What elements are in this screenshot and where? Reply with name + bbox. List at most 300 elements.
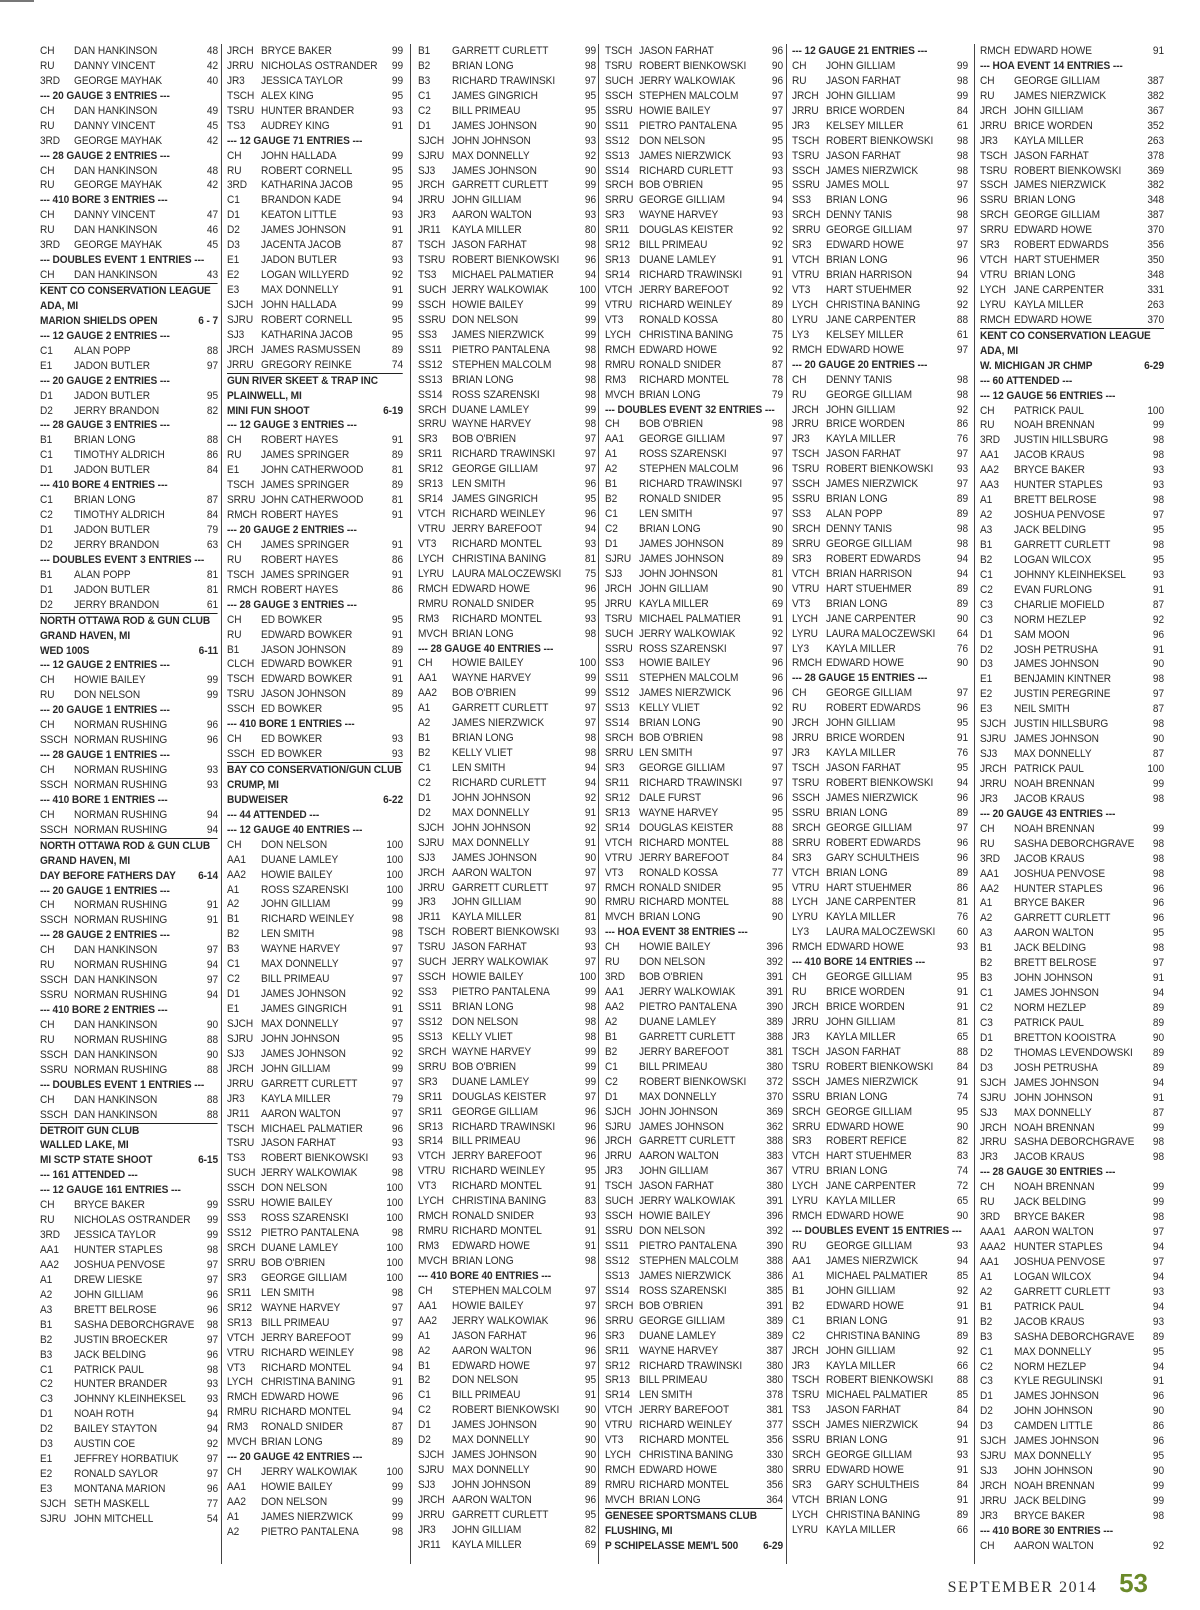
shooter-name: HUNTER BRANDER [74,1378,168,1391]
shooter-name: LAURA MALOCZEWSKI [826,627,936,640]
shooter-name: ED BOWKER [261,733,323,746]
score: 372 [766,1075,784,1088]
shooter-name: JASON FARHAT [1014,149,1089,162]
result-row [792,1000,968,1015]
class-code: C2 [418,1404,431,1417]
shooter-name: GEORGE MAYHAK [74,179,163,192]
shooter-name: KAYLA MILLER [826,1195,896,1208]
class-code: B1 [418,732,431,745]
score: 100 [386,1466,403,1479]
score: 100 [386,853,403,866]
result-row [227,1062,403,1077]
score: 93 [1152,1285,1164,1298]
score: 91 [1152,972,1164,985]
result-row [792,746,968,761]
class-code: A1 [980,1270,993,1283]
shooter-name: TIMOTHY ALDRICH [74,449,165,462]
class-code: 3RD [980,1211,1000,1224]
result-row [418,1448,596,1463]
shooter-name: ROBERT HAYES [261,583,339,596]
score: 84 [956,104,968,117]
score: 97 [206,1273,219,1286]
class-code: SJRU [605,1120,632,1133]
score: 89 [391,643,403,656]
score: 94 [771,194,784,207]
score: 87 [1152,703,1164,716]
result-row [605,1254,783,1269]
shooter-name: JAMES NIERZWICK [1014,179,1106,192]
score: 99 [1152,777,1164,790]
class-code: LYCH [792,896,818,909]
class-code: SR14 [605,269,630,282]
result-row [792,612,968,627]
class-code: VT3 [605,1434,624,1447]
score: 90 [1152,1031,1164,1044]
result-row [227,193,403,208]
result-row [418,776,596,791]
class-code: C2 [980,583,993,596]
shooter-name: JAMES JOHNSON [639,537,724,550]
shooter-name: RICHARD MONTEL [639,836,729,849]
class-code: TSCH [792,448,820,461]
shooter-name: GARRETT CURLETT [1014,538,1111,551]
result-row [40,1258,218,1273]
class-code: B2 [980,553,993,566]
score: 97 [1152,1226,1164,1239]
class-code: D1 [418,791,431,804]
result-row [418,1523,596,1538]
shooter-name: BRYCE BAKER [74,1199,145,1212]
club-name: KENT CO CONSERVATION LEAGUE [40,285,211,297]
class-code: RMCH [605,1464,636,1477]
result-row [792,1448,968,1463]
shooter-name: JOHN JOHNSON [452,791,531,804]
score: 76 [956,747,968,760]
result-row [418,1373,596,1388]
result-row [40,463,218,478]
result-row [418,656,596,671]
result-row [605,104,783,119]
score: 97 [584,463,597,476]
result-row [227,538,403,553]
shooter-name: BRETTON KOOISTRA [1014,1031,1116,1044]
club-location [227,778,403,793]
score: 95 [956,762,968,774]
results-column-2 [227,44,403,1540]
shooter-name: BRIAN LONG [1014,194,1076,207]
event-subheading [792,1224,968,1239]
class-code: SSCH [605,89,633,102]
score: 98 [206,1318,219,1331]
class-code: VTCH [418,508,446,521]
shooter-name: BRIAN LONG [1014,269,1076,282]
shooter-name: JASON JOHNSON [261,643,346,656]
score: 96 [956,851,968,864]
score: 91 [584,836,597,849]
shooter-name: GEORGE GILLIAM [261,1271,347,1284]
result-row [980,1076,1164,1091]
class-code: SRCH [792,1105,821,1118]
class-code: RMRU [605,896,636,909]
class-code: E3 [980,703,993,716]
score: 95 [771,119,784,132]
score: 377 [766,1419,784,1432]
result-row [605,1075,783,1090]
result-row [227,208,403,223]
result-row [980,628,1164,643]
score: 97 [956,448,968,461]
club-location [40,629,218,644]
score: 96 [1152,1435,1164,1448]
class-code: B2 [418,59,431,72]
result-row [792,821,968,836]
shooter-name: PIETRO PANTALENA [452,986,550,999]
subheading-text: --- 28 GAUGE 15 ENTRIES --- [792,672,928,685]
shooter-name: NOAH ROTH [74,1408,134,1421]
score: 89 [584,1479,597,1491]
result-row [980,74,1164,89]
class-code: RMCH [605,881,636,894]
shooter-name: JESSICA TAYLOR [261,74,343,87]
shooter-name: BILL PRIMEAU [261,973,330,986]
score: 98 [1152,494,1164,507]
result-row [792,582,968,597]
class-code: AA1 [418,1299,437,1312]
shooter-name: RICHARD MONTEL [452,1225,542,1238]
class-code: RMCH [227,509,258,522]
score: 94 [956,1419,968,1432]
shooter-name: BRIAN LONG [639,717,701,730]
result-row [605,866,783,881]
class-code: JRCH [418,866,445,879]
shooter-name: BOB O'BRIEN [452,1060,516,1073]
result-row [980,193,1164,208]
result-row [605,343,783,358]
shooter-name: BOB O'BRIEN [639,179,703,192]
result-row [605,806,783,821]
score: 97 [584,956,597,969]
shooter-name: GEORGE GILLIAM [826,1449,912,1462]
event-subheading [40,553,218,568]
class-code: D1 [605,1090,618,1103]
score: 87 [1152,1106,1164,1119]
class-code: JR11 [418,224,441,237]
class-code: SR13 [605,1374,630,1387]
event-subheading [792,955,968,970]
class-code: SJRU [418,149,445,162]
score: 98 [391,1346,403,1359]
shooter-name: EDWARD BOWKER [261,673,353,686]
score: 76 [956,642,968,655]
result-row [792,283,968,298]
score: 90 [956,612,968,625]
class-code: SRRU [605,747,634,760]
score: 100 [1147,763,1164,775]
class-code: JRCH [792,717,819,730]
result-row [40,1363,218,1378]
result-row [980,208,1164,223]
score: 97 [771,104,784,117]
score: 61 [206,598,219,611]
shooter-name: DON NELSON [261,1182,328,1195]
shooter-name: RICHARD TRAWINSKI [639,478,743,491]
shooter-name: JOHN CATHERWOOD [261,464,364,477]
score: 386 [766,1269,784,1282]
shooter-name: KELLY VLIET [452,747,513,760]
result-row [980,104,1164,119]
result-row [792,567,968,582]
result-row [227,1017,403,1032]
result-row [605,417,783,432]
shooter-name: JAMES JOHNSON [452,851,537,864]
score: 91 [391,628,403,641]
result-row [792,1373,968,1388]
event-subheading [792,44,968,59]
score: 93 [1152,464,1164,477]
shooter-name: DAN HANKINSON [74,164,158,177]
result-row [418,1179,596,1194]
class-code: RU [40,1033,55,1046]
class-code: SRCH [792,523,821,535]
score: 98 [584,1015,597,1028]
result-row [792,1299,968,1314]
subheading-text: --- 12 GAUGE 2 ENTRIES --- [40,659,170,672]
result-row [227,463,403,478]
result-row [980,1001,1164,1016]
score: 92 [584,149,597,162]
shooter-name: JACENTA JACOB [261,239,342,252]
subheading-text: --- 410 BORE 3 ENTRIES --- [40,194,168,207]
shooter-name: CHRISTINA BANING [826,298,921,311]
result-row [792,970,968,985]
class-code: SS11 [418,1001,442,1013]
class-code: TSRU [792,1389,820,1402]
result-row [605,1105,783,1120]
result-row [980,1091,1164,1106]
shooter-name: GEORGE GILLIAM [1014,74,1100,87]
class-code: C1 [227,958,240,971]
result-row [792,1478,968,1493]
shooter-name: GARY SCHULTHEIS [826,851,920,864]
result-row [605,1433,783,1448]
result-row [605,821,783,836]
score: 97 [1152,1255,1164,1268]
shooter-name: DON NELSON [639,1225,706,1238]
result-row [980,702,1164,717]
shooter-name: GARRETT CURLETT [1014,1285,1111,1298]
result-row [792,492,968,507]
event-subheading [227,1450,403,1465]
score: 362 [766,1120,784,1133]
shooter-name: JASON FARHAT [639,1180,714,1193]
class-code: CH [980,822,995,835]
shooter-name: EVAN FURLONG [1014,583,1093,596]
class-code: A3 [980,524,993,536]
shooter-name: RICHARD MONTEL [639,1479,729,1491]
score: 370 [766,1090,784,1103]
class-code: AA1 [980,449,999,462]
score: 81 [206,583,219,596]
shooter-name: ALAN POPP [826,508,883,521]
result-row [227,223,403,238]
result-row [227,1435,403,1450]
shooter-name: PIETRO PANTALENA [639,119,737,132]
score: 391 [766,986,784,999]
result-row [605,851,783,866]
class-code: LYCH [418,552,444,565]
result-row [980,149,1164,164]
result-row [418,403,596,418]
score: 96 [1152,628,1164,641]
result-row [40,1422,218,1437]
shooter-name: BRIAN LONG [639,911,701,924]
shooter-name: KEATON LITTLE [261,209,337,222]
class-code: SRCH [227,1242,256,1254]
result-row [418,178,596,193]
score: 97 [584,717,597,730]
class-code: CH [792,373,807,386]
shooter-name: JACK BELDING [1014,1494,1087,1507]
event-subheading [227,523,403,538]
shooter-name: HOWIE BAILEY [452,971,524,984]
shooter-name: KAYLA MILLER [826,433,896,446]
score: 79 [206,524,219,536]
result-row [605,1045,783,1060]
score: 91 [391,509,403,522]
class-code: C1 [40,449,53,462]
class-code: RMRU [605,1479,636,1491]
score: 396 [766,941,784,954]
score: 91 [391,568,403,581]
score: 95 [391,613,403,626]
score: 90 [584,851,597,864]
class-code: TSCH [605,1180,633,1193]
result-row [418,567,596,582]
shooter-name: AARON WALTON [452,1493,532,1506]
score: 99 [584,45,597,57]
class-code: JR3 [792,1030,810,1043]
shooter-name: JACOB KRAUS [1014,792,1085,805]
result-row [605,1478,783,1493]
club-location [40,299,218,314]
class-code: SS14 [418,388,443,401]
score: 100 [1147,404,1164,417]
result-row [792,1403,968,1418]
class-code: SJRU [605,552,632,565]
result-row [605,1120,783,1135]
result-row [40,1348,218,1363]
shooter-name: JOHN JOHNSON [452,1479,531,1491]
shooter-name: WAYNE HARVEY [452,418,532,431]
score: 88 [206,344,219,357]
result-row [418,522,596,537]
result-row [980,1016,1164,1031]
shooter-name: JAMES NIERZWICK [826,478,918,491]
shooter-name: EDWARD HOWE [1014,224,1092,237]
class-code: SJCH [418,1449,445,1462]
class-code: D2 [980,1405,993,1418]
result-row [792,1090,968,1105]
result-row [418,1299,596,1314]
score: 89 [391,449,403,462]
shooter-name: JANE CARPENTER [826,1180,916,1193]
shooter-name: KAYLA MILLER [452,911,522,924]
shooter-name: GREGORY REINKE [261,358,352,371]
score: 61 [956,119,968,132]
score: 96 [584,508,597,521]
shooter-name: NORMAN RUSHING [74,719,168,732]
class-code: CH [980,1181,995,1194]
class-code: SSCH [227,1182,255,1195]
shooter-name: JOHN GILLIAM [452,896,522,909]
shooter-name: JACOB KRAUS [1014,1315,1085,1328]
class-code: CH [227,613,242,626]
result-row [40,238,218,253]
class-code: CH [980,1539,995,1552]
class-code: SUCH [605,1195,634,1208]
result-row [227,897,403,912]
shooter-name: EDWARD HOWE [826,343,904,356]
result-row [980,971,1164,986]
score: 45 [206,239,219,252]
shooter-name: HUNTER STAPLES [1014,479,1103,492]
shooter-name: RICHARD CURLETT [452,776,547,789]
class-code: B1 [40,1318,53,1331]
shooter-name: ROBERT BIENKOWSKI [261,1152,369,1165]
result-row [792,1030,968,1045]
score: 99 [391,1481,403,1493]
shooter-name: RONALD SNIDER [452,597,535,610]
shooter-name: RICHARD CURLETT [639,164,734,177]
result-row [227,1316,403,1331]
result-row [980,1479,1164,1494]
class-code: JR11 [227,1107,250,1120]
class-code: SJCH [227,298,254,311]
score: 91 [1152,1091,1164,1104]
class-code: SR11 [418,1090,443,1103]
score: 69 [584,1538,597,1551]
shooter-name: BRIAN LONG [452,1001,514,1013]
score: 66 [956,1359,968,1372]
score: 87 [1152,598,1164,611]
score: 99 [1152,1480,1164,1492]
subheading-text: --- 60 ATTENDED --- [980,374,1073,387]
shoot-name: P SCHIPELASSE MEM'L 500 [605,1539,739,1552]
class-code: SJCH [980,1435,1007,1448]
result-row [227,1480,403,1495]
score: 388 [766,1254,784,1267]
shooter-name: JAMES JOHNSON [261,988,346,1001]
result-row [40,1497,218,1512]
shooter-name: LEN SMITH [261,1286,315,1299]
score: 96 [956,791,968,804]
class-code: RMCH [792,657,823,670]
shooter-name: DANNY VINCENT [74,119,156,132]
class-code: SJRU [980,1450,1007,1463]
class-code: SSRU [792,1090,820,1103]
class-code: 3RD [40,239,60,252]
class-code: SS12 [605,1254,630,1267]
result-row [792,925,968,940]
shooter-name: JERRY WALKOWIAK [452,956,549,969]
result-row [980,1285,1164,1300]
class-code: AA1 [40,1244,59,1256]
result-row [980,941,1164,956]
subheading-text: --- 20 GAUGE 2 ENTRIES --- [40,374,170,387]
class-code: RU [40,59,55,72]
result-row [227,1331,403,1346]
score: 94 [206,959,219,972]
